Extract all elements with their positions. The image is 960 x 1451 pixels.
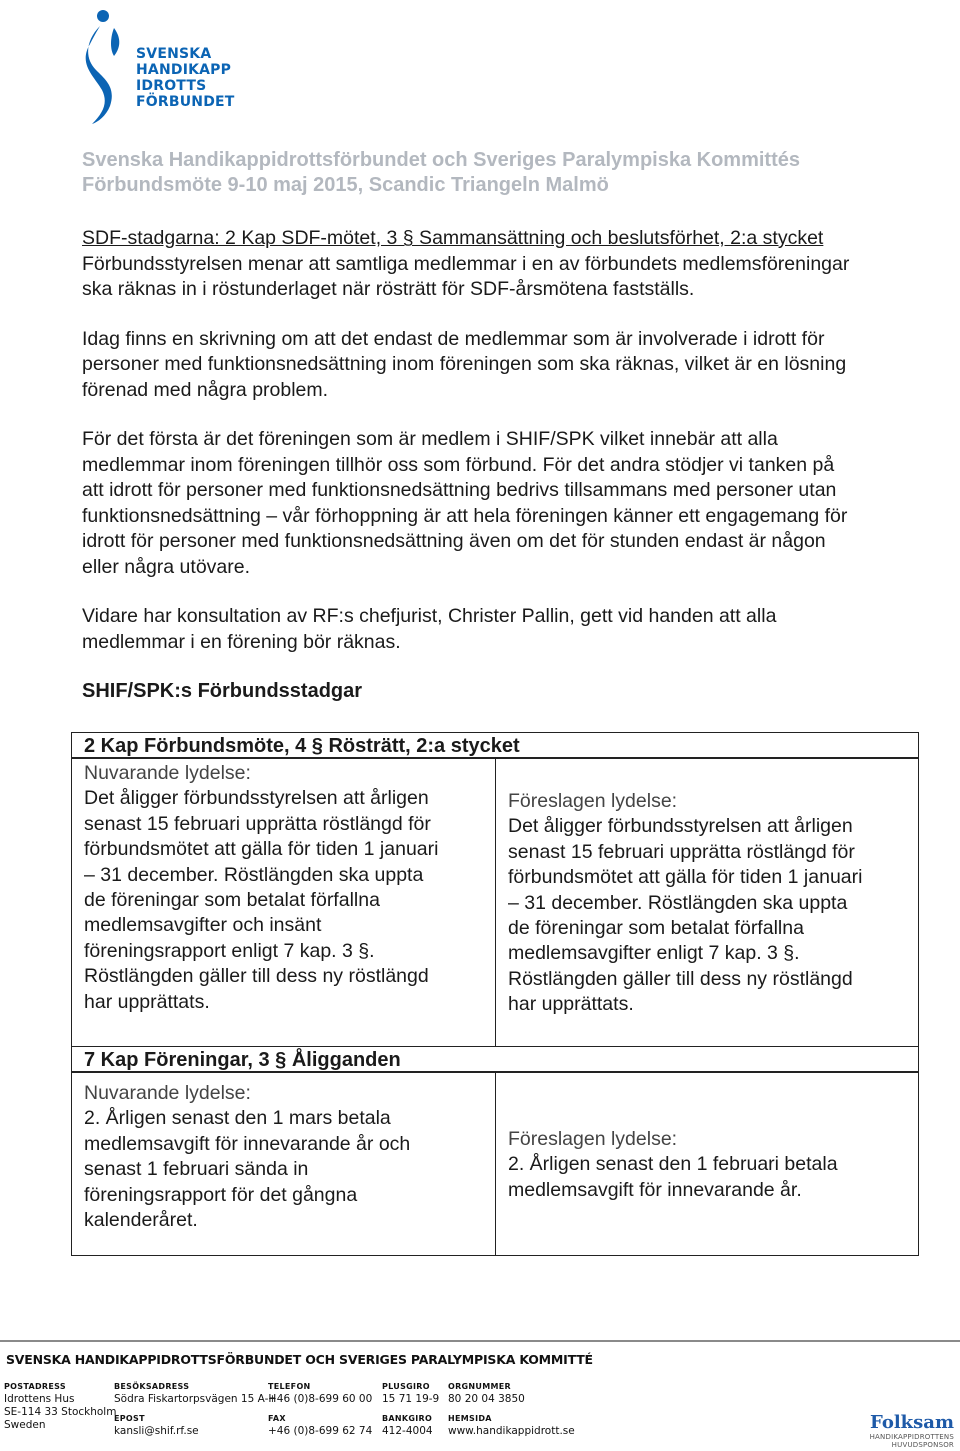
footer-postadress <box>4 1380 116 1432</box>
proposed-label: Föreslagen lydelse: <box>508 1128 678 1150</box>
text-line: För det första är det föreningen som är medlem i SHIF/SPK vilket innebär att alla <box>82 428 778 450</box>
footer-value: SE-114 33 Stockholm <box>4 1406 117 1418</box>
footer-value: 15 71 19-9 <box>382 1393 440 1405</box>
paragraph-1-heading: SDF-stadgarna: 2 Kap SDF-mötet, 3 § Sammansättning och beslutsförhet, 2:a stycket <box>82 227 824 249</box>
text-line: de föreningar som betalat förfallna <box>84 889 380 912</box>
paragraph-3 <box>82 427 928 580</box>
footer-value: Idrottens Hus <box>4 1393 75 1405</box>
footer-telefon <box>268 1380 372 1438</box>
footer-label: BANKGIRO <box>382 1414 433 1423</box>
text-line: har upprättats. <box>508 993 634 1016</box>
text-line: Det åligger förbundsstyrelsen att årligen <box>508 815 853 838</box>
text-line: eller några utövare. <box>82 555 251 578</box>
text-line: ska räknas in i röstunderlaget när rösträtt för SDF-årsmötena fastställs. <box>82 278 695 300</box>
table-section-header: 2 Kap Förbundsmöte, 4 § Rösträtt, 2:a stycket <box>71 732 919 758</box>
text-line: 2. Årligen senast den 1 februari betala <box>508 1153 838 1176</box>
footer-title: SVENSKA HANDIKAPPIDROTTSFÖRBUNDET OCH SVERIGES PARALYMPISKA KOMMITTÉ <box>6 1352 593 1367</box>
text-line: 2. Årligen senast den 1 mars betala <box>84 1107 391 1130</box>
footer-website-link[interactable]: www.handikappidrott.se <box>448 1425 575 1437</box>
footer-label: ORGNUMMER <box>448 1382 511 1391</box>
text-line: funktionsnedsättning – vår förhoppning är att hela föreningen känner ett engagemang för <box>82 504 848 527</box>
document-header <box>82 148 922 198</box>
footer-value: Södra Fiskartorpsvägen 15 A-H <box>114 1393 277 1405</box>
text-line: – 31 december. Röstlängden ska uppta <box>84 863 424 886</box>
text-line: Röstlängden gäller till dess ny röstlängd <box>508 967 853 990</box>
logo-wordmark <box>136 46 235 110</box>
sponsor-subtitle: HANDIKAPPIDROTTENS <box>869 1433 954 1441</box>
text-line: att idrott för personer med funktionsnedsättning bedrivs tillsammans med personer utan <box>82 479 837 501</box>
text-line: de föreningar som betalat förfallna <box>508 917 804 940</box>
text-line: Idag finns en skrivning om att det endast de medlemmar som är involverade i idrott för <box>82 327 825 350</box>
text-line: medlemsavgift för innevarande år. <box>508 1178 802 1201</box>
footer-label: HEMSIDA <box>448 1414 492 1423</box>
sponsor-name: Folksam <box>870 1412 954 1433</box>
footer-label: TELEFON <box>268 1382 311 1391</box>
text-line: medlemmar inom föreningen tillhör oss som förbund. För det andra stödjer vi tanken på <box>82 453 835 476</box>
paragraph-2 <box>82 327 928 404</box>
comparison-table <box>71 732 919 1256</box>
text-line: senast 15 februari upprätta röstlängd för <box>508 840 855 863</box>
footer-label: BESÖKSADRESS <box>114 1382 190 1391</box>
text-line: Förbundsstyrelsen menar att samtliga medlemmar i en av förbundets medlemsföreningar <box>82 252 850 275</box>
paragraph-1 <box>82 226 928 303</box>
shif-logo <box>80 6 280 126</box>
paragraph-4 <box>82 604 928 655</box>
text-line: föreningsrapport för det gångna <box>84 1183 358 1206</box>
text-line: senast 1 februari sända in <box>84 1158 309 1181</box>
text-line: föreningsrapport enligt 7 kap. 3 §. <box>84 939 375 962</box>
footer-label: PLUSGIRO <box>382 1382 430 1391</box>
table-section-header: 7 Kap Föreningar, 3 § Åligganden <box>71 1046 919 1072</box>
current-text-cell <box>71 758 496 1047</box>
text-line: Röstlängden gäller till dess ny röstlängd <box>84 965 429 988</box>
text-line: medlemsavgifter enligt 7 kap. 3 §. <box>508 942 800 965</box>
footer-besoksadress <box>114 1380 276 1438</box>
footer-label: EPOST <box>114 1414 145 1423</box>
footer-value: Sweden <box>4 1419 46 1431</box>
text-line: – 31 december. Röstlängden ska uppta <box>508 891 848 914</box>
text-line: medlemmar i en förening bör räknas. <box>82 630 401 653</box>
logo-line: SVENSKA <box>136 46 212 62</box>
text-line: Vidare har konsultation av RF:s chefjurist, Christer Pallin, gett vid handen att alla <box>82 605 777 627</box>
current-label: Nuvarande lydelse: <box>84 1082 251 1104</box>
text-line: kalenderåret. <box>84 1209 198 1232</box>
header-subtitle: Förbundsmöte 9-10 maj 2015, Scandic Triangeln Malmö <box>82 174 609 196</box>
logo-line: HANDIKAPP <box>136 62 232 78</box>
page-footer <box>0 1340 960 1451</box>
header-title: Svenska Handikappidrottsförbundet och Sveriges Paralympiska Kommittés <box>82 149 800 171</box>
footer-value: 412-4004 <box>382 1425 433 1437</box>
footer-divider <box>0 1340 960 1342</box>
text-line: idrott för personer med funktionsnedsättning även om det för stunden endast är någon <box>82 530 826 552</box>
text-line: har upprättats. <box>84 990 210 1013</box>
footer-email[interactable]: kansli@shif.rf.se <box>114 1425 199 1437</box>
text-line: senast 15 februari upprätta röstlängd för <box>84 812 431 835</box>
proposed-text-cell <box>495 758 919 1047</box>
footer-value: 80 20 04 3850 <box>448 1393 525 1405</box>
shif-logo-icon <box>80 6 140 126</box>
current-text-cell <box>71 1072 496 1256</box>
text-line: personer med funktionsnedsättning inom föreningen som ska räknas, vilket är en lösning <box>82 353 847 375</box>
text-line: medlemsavgift för innevarande år och <box>84 1132 411 1155</box>
sponsor-logo <box>870 1412 954 1449</box>
document-body <box>82 226 928 655</box>
text-line: förbundsmötet att gälla för tiden 1 januari <box>508 866 863 889</box>
text-line: medlemsavgifter och insänt <box>84 914 322 937</box>
footer-label: POSTADRESS <box>4 1382 66 1391</box>
footer-label: FAX <box>268 1414 286 1423</box>
proposed-label: Föreslagen lydelse: <box>508 790 678 812</box>
logo-line: FÖRBUNDET <box>136 94 235 110</box>
footer-value: +46 (0)8-699 62 74 <box>268 1425 373 1437</box>
footer-value: +46 (0)8-699 60 00 <box>268 1393 373 1405</box>
text-line: Det åligger förbundsstyrelsen att årligen <box>84 787 429 810</box>
logo-line: IDROTTS <box>136 78 207 94</box>
sponsor-subtitle: HUVUDSPONSOR <box>891 1441 954 1449</box>
text-line: förenad med några problem. <box>82 378 329 401</box>
section-heading: SHIF/SPK:s Förbundsstadgar <box>82 680 363 702</box>
footer-giro <box>382 1380 439 1438</box>
footer-org <box>448 1380 575 1438</box>
proposed-text-cell <box>495 1072 919 1256</box>
current-label: Nuvarande lydelse: <box>84 762 251 784</box>
text-line: förbundsmötet att gälla för tiden 1 januari <box>84 838 439 861</box>
